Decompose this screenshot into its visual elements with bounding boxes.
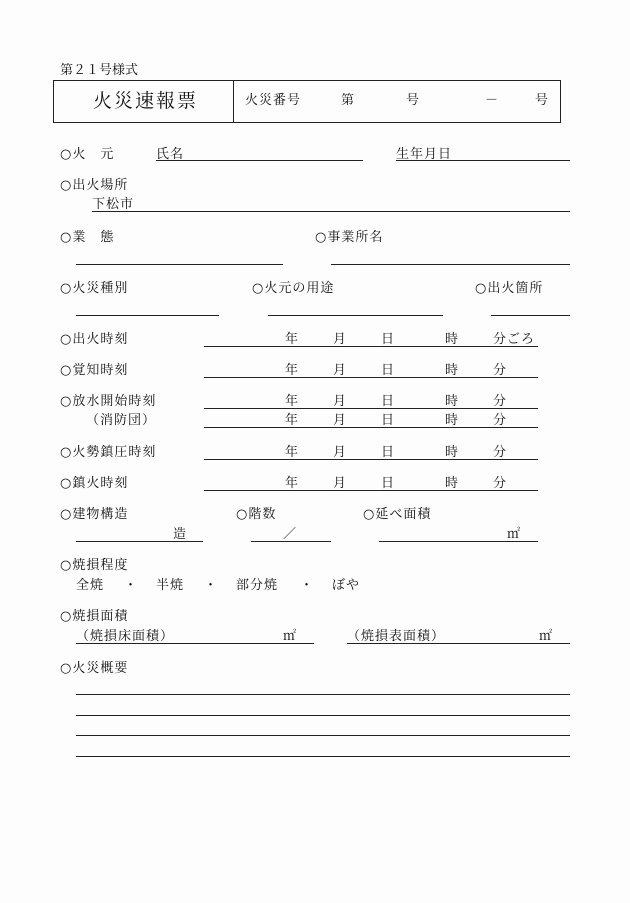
year-unit: 年: [285, 445, 299, 460]
option-hansho[interactable]: 半焼: [156, 578, 185, 593]
year-unit: 年: [285, 413, 299, 428]
fire-number-go-2: 号: [535, 93, 549, 108]
option-separator: ・: [300, 578, 314, 593]
hour-unit: 時: [445, 332, 459, 347]
fire-number-dash: －: [485, 93, 499, 108]
total-area-field[interactable]: [379, 541, 538, 542]
hour-unit: 時: [445, 413, 459, 428]
day-unit: 日: [381, 394, 395, 409]
form-number: 第２１号様式: [60, 63, 139, 78]
month-unit: 月: [333, 413, 347, 428]
minute-approx-unit: 分ごろ: [493, 332, 536, 347]
hour-unit: 時: [445, 394, 459, 409]
extinguish-time-field[interactable]: [204, 490, 538, 491]
water-start-time-field[interactable]: [204, 408, 538, 409]
fire-number-dai: 第: [341, 93, 355, 108]
option-separator: ・: [204, 578, 218, 593]
fire-brigade-time-field[interactable]: [204, 427, 538, 428]
fire-spot-field[interactable]: [491, 315, 570, 316]
birthdate-label: 生年月日: [396, 147, 453, 162]
floor-area-label: （焼損床面積）: [76, 629, 175, 644]
fire-number-label: 火災番号: [245, 93, 302, 108]
surface-area-label: （焼損表面積）: [347, 629, 446, 644]
month-unit: 月: [333, 476, 347, 491]
form-title: 火災速報票: [93, 90, 199, 112]
month-unit: 月: [333, 363, 347, 378]
minute-unit: 分: [493, 445, 507, 460]
suppression-time-label: ○火勢鎮圧時刻: [60, 445, 157, 460]
day-unit: 日: [381, 413, 395, 428]
floor-area-field[interactable]: [76, 643, 314, 644]
total-area-unit: ㎡: [507, 527, 521, 542]
structure-label: ○建物構造: [60, 507, 129, 522]
year-unit: 年: [285, 332, 299, 347]
minute-unit: 分: [493, 476, 507, 491]
business-field[interactable]: [76, 264, 283, 265]
total-area-label: ○延べ面積: [363, 507, 432, 522]
month-unit: 月: [333, 445, 347, 460]
name-field[interactable]: [156, 160, 363, 161]
option-zensho[interactable]: 全焼: [76, 578, 105, 593]
header-divider: [233, 80, 234, 122]
structure-unit: 造: [173, 527, 187, 542]
fire-spot-label: ○出火箇所: [475, 281, 544, 296]
hour-unit: 時: [445, 363, 459, 378]
location-value: 下松市: [92, 197, 135, 212]
day-unit: 日: [381, 332, 395, 347]
location-field[interactable]: [92, 211, 570, 212]
fire-type-field[interactable]: [76, 315, 219, 316]
summary-line-1[interactable]: [76, 694, 570, 695]
hour-unit: 時: [445, 476, 459, 491]
office-name-field[interactable]: [331, 264, 570, 265]
summary-line-2[interactable]: [76, 715, 570, 716]
day-unit: 日: [381, 445, 395, 460]
month-unit: 月: [333, 332, 347, 347]
fire-use-field[interactable]: [268, 315, 443, 316]
hinmoto-label: ○火 元: [60, 147, 115, 162]
year-unit: 年: [285, 363, 299, 378]
surface-area-field[interactable]: [347, 643, 570, 644]
extinguish-time-label: ○鎮火時刻: [60, 476, 129, 491]
floors-label: ○階数: [236, 507, 277, 522]
outbreak-time-label: ○出火時刻: [60, 332, 129, 347]
floor-area-unit: ㎡: [283, 629, 297, 644]
year-unit: 年: [285, 394, 299, 409]
suppression-time-field[interactable]: [204, 459, 538, 460]
minute-unit: 分: [493, 413, 507, 428]
day-unit: 日: [381, 363, 395, 378]
summary-line-3[interactable]: [76, 735, 570, 736]
floors-field[interactable]: [251, 541, 331, 542]
hour-unit: 時: [445, 445, 459, 460]
surface-area-unit: ㎡: [539, 629, 553, 644]
option-separator: ・: [124, 578, 138, 593]
option-bubunsho[interactable]: 部分焼: [236, 578, 279, 593]
floors-separator: ／: [283, 527, 297, 542]
awareness-time-label: ○覚知時刻: [60, 363, 129, 378]
business-label: ○業 態: [60, 230, 115, 245]
minute-unit: 分: [493, 394, 507, 409]
location-label: ○出火場所: [60, 178, 129, 193]
day-unit: 日: [381, 476, 395, 491]
year-unit: 年: [285, 476, 299, 491]
birthdate-field[interactable]: [396, 160, 570, 161]
damage-degree-label: ○焼損程度: [60, 558, 129, 573]
month-unit: 月: [333, 394, 347, 409]
fire-brigade-label: （消防団）: [86, 413, 157, 428]
damage-area-label: ○焼損面積: [60, 609, 129, 624]
structure-field[interactable]: [76, 541, 203, 542]
summary-line-4[interactable]: [76, 756, 570, 757]
minute-unit: 分: [493, 363, 507, 378]
name-label: 氏名: [156, 147, 185, 162]
fire-use-label: ○火元の用途: [252, 281, 335, 296]
fire-number-go-1: 号: [406, 93, 420, 108]
summary-label: ○火災概要: [60, 661, 129, 676]
option-boya[interactable]: ぼや: [332, 578, 361, 593]
outbreak-time-field[interactable]: [204, 346, 538, 347]
awareness-time-field[interactable]: [204, 377, 538, 378]
fire-type-label: ○火災種別: [60, 281, 129, 296]
office-name-label: ○事業所名: [315, 230, 384, 245]
water-start-time-label: ○放水開始時刻: [60, 394, 157, 409]
